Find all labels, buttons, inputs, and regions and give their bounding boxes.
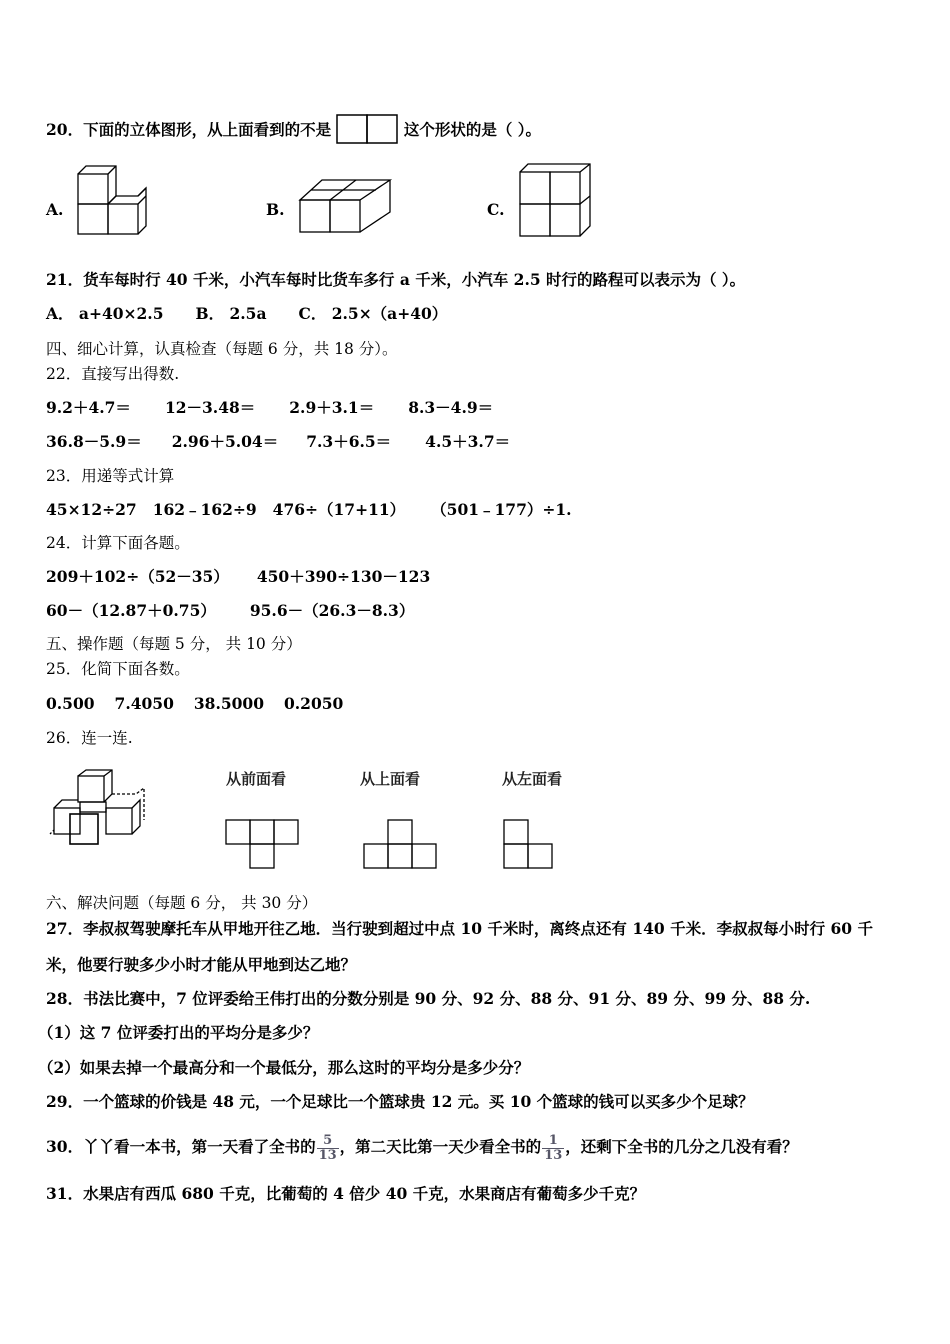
q23-item: （501﹣177）÷1. [431,500,572,519]
q26-view-left-label: 从左面看 [502,770,563,788]
q26-view-front-label: 从前面看 [226,770,287,788]
q22-item: 8.3－4.9＝ [408,398,494,417]
q22-item: 4.5＋3.7＝ [425,432,511,451]
q30-fraction-2 [542,1134,564,1163]
fraction-numerator: 1 [542,1134,564,1149]
q23-item: 162﹣162÷9 [152,500,257,519]
q23-items [46,500,572,520]
q22-row-2 [46,432,510,452]
q26-front-view-shape [224,818,302,872]
q22-row-1 [46,398,493,418]
q23-item: 45×12÷27 [46,500,137,519]
q23-title: 23．用递等式计算 [46,467,175,485]
fraction-denominator: 13 [318,1147,337,1163]
q21-option-a: A． a+40×2.5 [46,304,164,323]
q29-text: 29．一个篮球的价钱是 48 元，一个足球比一个篮球贵 12 元。买 10 个篮球的钱可以买多少个足球？ [46,1092,754,1111]
q22-item: 7.3＋6.5＝ [306,432,392,451]
q20-option-c-label: C. [487,200,505,219]
q24-item: 95.6－（26.3－8.3） [249,601,415,620]
q24-item: 450＋390÷130－123 [256,567,431,586]
q31-text: 31．水果店有西瓜 680 千克，比葡萄的 4 倍少 40 千克，水果商店有葡萄多少千克？ [46,1184,646,1203]
q22-item: 36.8－5.9＝ [46,432,142,451]
q24-row-2 [46,601,414,621]
q22-item: 12－3.48＝ [164,398,256,417]
q20-stem [46,116,541,146]
q28-line-1: 28．书法比赛中，7 位评委给王伟打出的分数分别是 90 分、92 分、88 分、91 分、89 分、99 分、88 分. [46,989,811,1008]
q20-option-b-label: B. [266,200,285,219]
q21-options [46,304,447,324]
q26-left-view-shape [502,818,556,872]
q26-top-view-shape [362,818,440,872]
q24-item: 60－（12.87＋0.75） [46,601,216,620]
q30-part-1: 30．丫丫看一本书，第一天看了全书的 [46,1137,316,1156]
two-squares-figure [336,114,398,144]
q20-option-a-figure [76,164,156,236]
q25-item: 0.500 [46,694,95,713]
q25-item: 7.4050 [114,694,174,713]
q22-item: 2.96＋5.04＝ [171,432,279,451]
q28-sub-1: （1）这 7 位评委打出的平均分是多少？ [38,1023,319,1042]
q20-option-a-label: A. [46,200,64,219]
q23-item: 476÷（17+11） [272,500,406,519]
q25-title: 25．化简下面各数。 [46,660,190,678]
q20-text-b: 这个形状的是（ ）。 [403,120,542,139]
section-6-heading: 六、解决问题（每题 6 分， 共 30 分） [46,894,318,912]
q21-stem: 21．货车每时行 40 千米，小汽车每时比货车多行 a 千米，小汽车 2.5 时行的路程可以表示为（ ）。 [46,270,746,289]
q26-view-top-label: 从上面看 [360,770,421,788]
fraction-denominator: 13 [544,1147,563,1163]
q30-part-2: ，第二天比第一天少看全书的 [339,1137,542,1156]
fraction-numerator: 5 [317,1134,339,1149]
q30-fraction-1 [317,1134,339,1163]
q21-option-c: C． 2.5×（a+40） [298,304,448,323]
q20-option-b-figure [298,178,394,236]
section-4-heading: 四、细心计算，认真检查（每题 6 分，共 18 分）。 [46,340,398,358]
q22-item: 2.9＋3.1＝ [289,398,375,417]
q30-part-3: ，还剩下全书的几分之几没有看？ [565,1137,798,1156]
q30-text [46,1130,798,1164]
q26-title: 26．连一连. [46,729,133,747]
q21-option-b: B． 2.5a [195,304,267,323]
q28-sub-2: （2）如果去掉一个最高分和一个最低分，那么这时的平均分是多少分？ [38,1058,530,1077]
q24-title: 24．计算下面各题。 [46,534,190,552]
q22-item: 9.2＋4.7＝ [46,398,131,417]
q26-solid-figure [50,768,154,848]
q20-text-a: 20．下面的立体图形，从上面看到的不是 [46,120,332,139]
q27-line-1: 27．李叔叔驾驶摩托车从甲地开往乙地．当行驶到超过中点 10 千米时，离终点还有 140 千米．李叔叔每小时行 60 千 [46,919,873,938]
q22-title: 22．直接写出得数. [46,365,180,383]
q24-row-1 [46,567,430,587]
section-5-heading: 五、操作题（每题 5 分， 共 10 分） [46,635,302,653]
q25-item: 38.5000 [193,694,264,713]
q20-option-c-figure [518,162,598,238]
q25-item: 0.2050 [283,694,344,713]
q24-item: 209＋102÷（52－35） [46,567,229,586]
q25-items [46,694,343,714]
q27-line-2: 米，他要行驶多少小时才能从甲地到达乙地？ [46,955,357,974]
